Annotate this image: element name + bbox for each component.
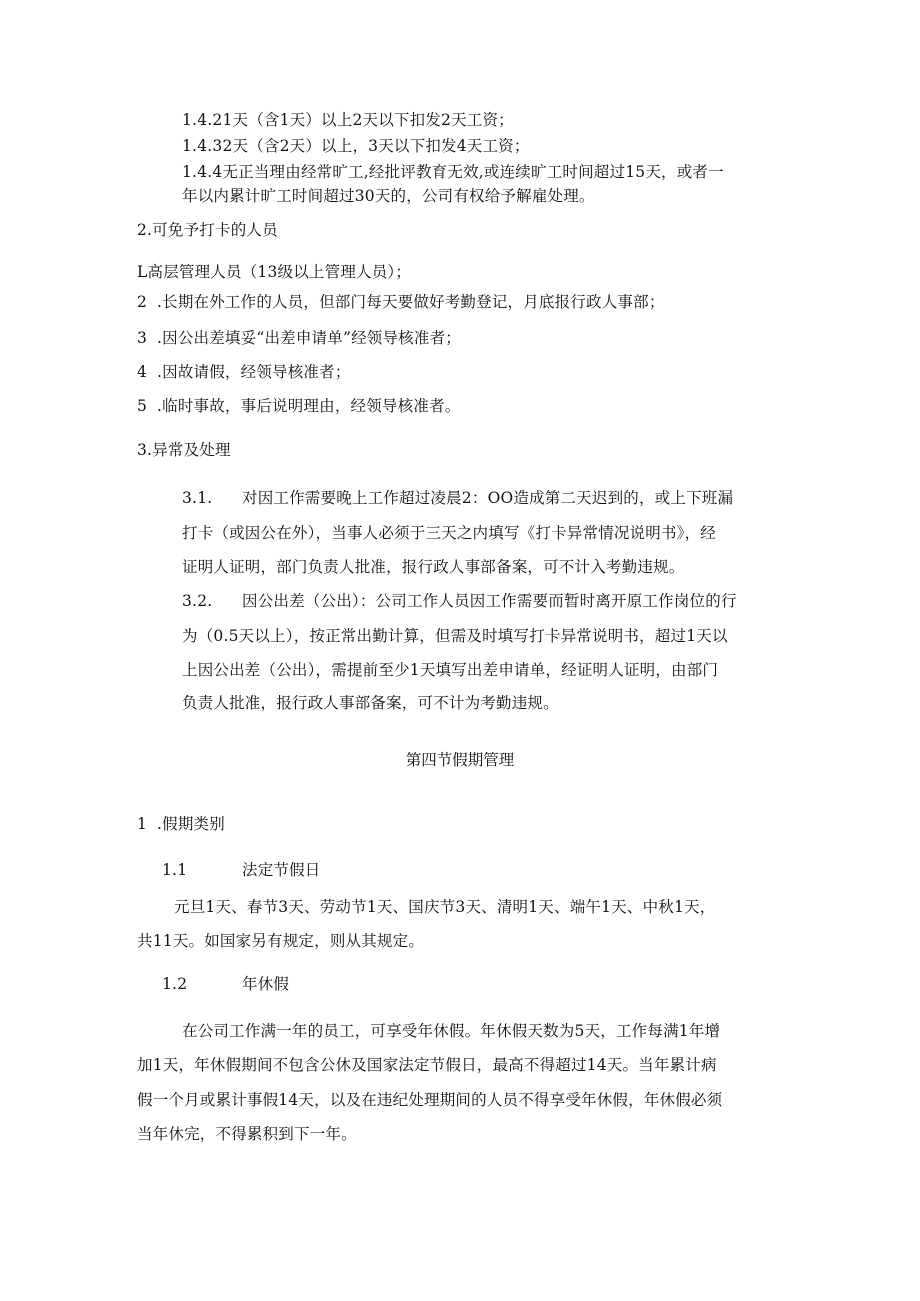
exempt-item-1-text: 高层管理人员（13级以上管理人员）；	[147, 263, 412, 281]
exempt-item-2-num: 2	[137, 293, 148, 311]
subsection-1-2-heading	[162, 974, 289, 994]
clause-3-2-text-1: 因公出差（公出）：公司工作人员因工作需要而暂时离开原工作岗位的行	[242, 592, 737, 610]
exempt-item-3	[137, 328, 461, 348]
section-4-title: 第四节假期管理	[405, 751, 515, 769]
clause-3-1-num: 3.1.	[182, 489, 213, 507]
clause-3-2-line2: 为（0.5天以上），按正常出勤计算，但需及时填写打卡异常说明书，超过1天以	[182, 627, 728, 645]
section-2-heading: 2.可免予打卡的人员	[137, 221, 278, 239]
annual-leave-line1: 在公司工作满一年的员工，可享受年休假。年休假天数为5天，工作每满1年增	[182, 1022, 721, 1040]
exempt-item-3-num: 3	[137, 329, 148, 347]
holidays-line1: 元旦1天、春节3天、劳动节1天、国庆节3天、清明1天、端午1天、中秋1天，	[174, 898, 716, 916]
subsection-1-1-title: 法定节假日	[242, 861, 321, 879]
clause-3-2-num: 3.2.	[182, 592, 213, 610]
subsection-1-1-num: 1.1	[162, 861, 188, 879]
annual-leave-line3: 假一个月或累计事假14天，以及在违纪处理期间的人员不得享受年休假，年休假必须	[137, 1091, 723, 1109]
exempt-item-1	[137, 262, 411, 282]
clause-3-1-text-1: 对因工作需要晚上工作超过凌晨2：OO造成第二天迟到的，或上下班漏	[242, 489, 734, 507]
clause-1-4-4-line2: 年以内累计旷工时间超过30天的，公司有权给予解雇处理。	[182, 187, 595, 205]
exempt-item-4-text: .因故请假，经领导核准者；	[157, 363, 351, 381]
annual-leave-line4: 当年休完，不得累积到下一年。	[137, 1125, 357, 1143]
subsection-1-1-heading	[162, 860, 321, 880]
clause-3-1-line1	[182, 488, 733, 508]
exempt-item-2	[137, 292, 665, 312]
exempt-item-1-num: L	[137, 263, 148, 281]
clause-3-1-line2: 打卡（或因公在外），当事人必须于三天之内填写《打卡异常情况说明书》，经	[182, 524, 717, 542]
exempt-item-4-num: 4	[137, 363, 148, 381]
exempt-item-3-text: .因公出差填妥“出差申请单”经领导核准者；	[157, 329, 461, 347]
clause-3-2-line1	[182, 591, 737, 611]
holidays-line2: 共11天。如国家另有规定，则从其规定。	[137, 932, 425, 950]
clause-1-4-2: 1.4.21天（含1天）以上2天以下扣发2天工资；	[182, 111, 514, 129]
leave-types-num: 1	[137, 815, 148, 833]
annual-leave-line2: 加1天，年休假期间不包含公休及国家法定节假日，最高不得超过14天。当年累计病	[137, 1056, 717, 1074]
exempt-item-5	[137, 396, 460, 416]
clause-1-4-3: 1.4.32天（含2天）以上，3天以下扣发4天工资；	[182, 137, 530, 155]
leave-types-text: .假期类别	[157, 815, 225, 833]
exempt-item-2-text: .长期在外工作的人员，但部门每天要做好考勤登记，月底报行政人事部；	[157, 293, 665, 311]
exempt-item-5-num: 5	[137, 397, 148, 415]
clause-3-2-line4: 负责人批准，报行政人事部备案，可不计为考勤违规。	[182, 694, 559, 712]
section-3-heading: 3.异常及处理	[137, 441, 231, 459]
exempt-item-4	[137, 362, 351, 382]
leave-types-heading	[137, 814, 225, 834]
clause-3-1-line3: 证明人证明，部门负责人批准，报行政人事部备案，可不计入考勤违规。	[182, 558, 685, 576]
exempt-item-5-text: .临时事故，事后说明理由，经领导核准者。	[157, 397, 461, 415]
subsection-1-2-num: 1.2	[162, 975, 188, 993]
subsection-1-2-title: 年休假	[242, 975, 290, 993]
clause-1-4-4-line1: 1.4.4无正当理由经常旷工,经批评教育无效,或连续旷工时间超过15天，或者一	[182, 163, 724, 181]
clause-3-2-line3: 上因公出差（公出），需提前至少1天填写出差申请单，经证明人证明，由部门	[182, 661, 719, 679]
